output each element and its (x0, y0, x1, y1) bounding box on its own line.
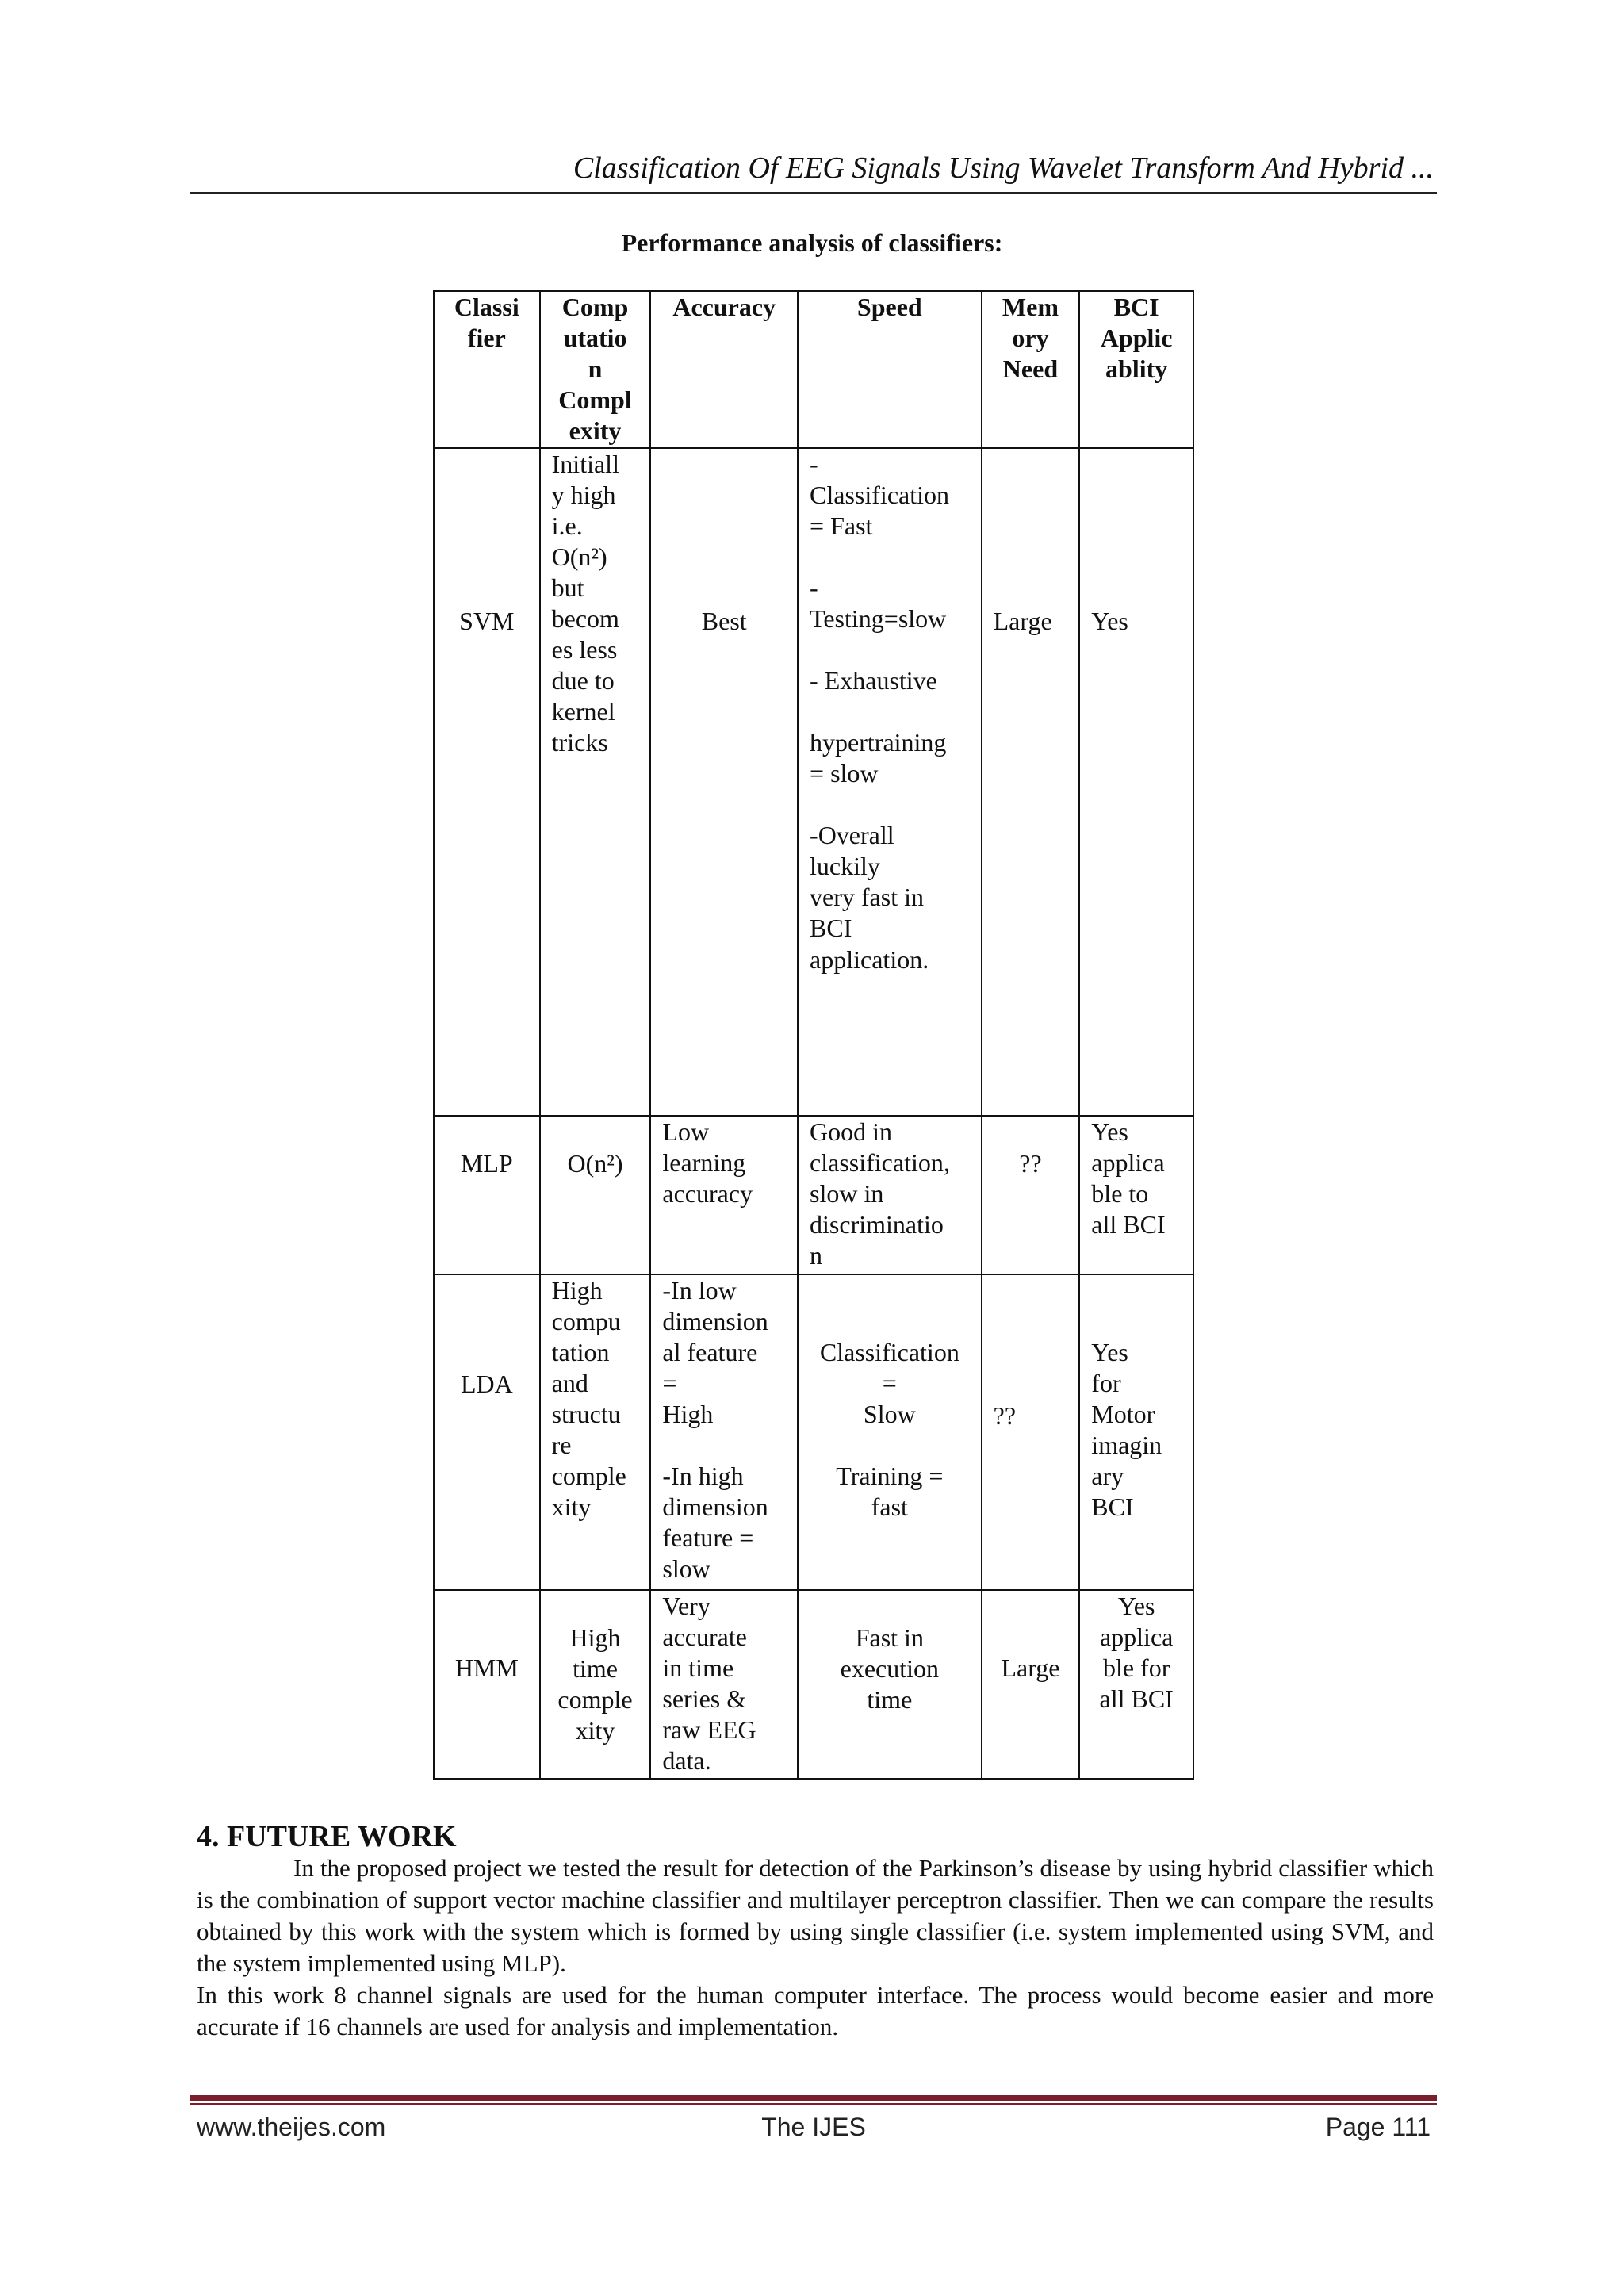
paragraph: In the proposed project we tested the result for detection of the Parkinson’s disease by using hybrid classifier which is the combination of support vector machine classifier and multilayer perceptron classifier. Then we can compare the results obtained by this work with the system which is formed by using single classifier (i.e. system implemented using SVM, and the system implemented using MLP). (197, 1854, 1434, 1977)
section-body (197, 1852, 1434, 2043)
table-row-svm (434, 448, 1193, 1116)
footer-page-number: Page 111 (1325, 2113, 1431, 2141)
cell-speed: Classification = Slow Training = fast (798, 1274, 982, 1590)
header-rule (190, 192, 1437, 194)
table-row-hmm (434, 1590, 1193, 1779)
column-header-memory: Mem ory Need (982, 291, 1080, 448)
paragraph: In this work 8 channel signals are used for the human computer interface. The process would become easier and more accurate if 16 channels are used for analysis and implementation. (197, 1981, 1434, 2040)
cell-memory: ?? (982, 1274, 1080, 1590)
cell-accuracy: Low learning accuracy (650, 1116, 798, 1274)
cell-memory: Large (982, 1590, 1080, 1779)
running-title: Classification Of EEG Signals Using Wavelet Transform And Hybrid ... (573, 151, 1434, 185)
cell-memory: Large (982, 448, 1080, 1116)
performance-table (433, 290, 1194, 1780)
column-header-complexity: Comp utatio n Compl exity (540, 291, 651, 448)
table-caption: Performance analysis of classifiers: (621, 228, 1003, 257)
footer-rule (190, 2095, 1437, 2101)
cell-complexity: High time comple xity (540, 1590, 651, 1779)
cell-classifier: LDA (434, 1274, 540, 1590)
cell-bci: Yes applica ble for all BCI (1079, 1590, 1193, 1779)
section-heading: 4. FUTURE WORK (197, 1820, 457, 1853)
cell-classifier: MLP (434, 1116, 540, 1274)
cell-bci: Yes applica ble to all BCI (1079, 1116, 1193, 1274)
cell-accuracy: Best (650, 448, 798, 1116)
table-header-row (434, 291, 1193, 448)
cell-classifier: HMM (434, 1590, 540, 1779)
cell-memory: ?? (982, 1116, 1080, 1274)
cell-speed: - Classification = Fast - Testing=slow - Exhaustive hypertraining = slow -Overall luckily very fast in BCI application. (798, 448, 982, 1116)
footer-rule-thin (190, 2103, 1437, 2105)
column-header-accuracy: Accuracy (650, 291, 798, 448)
table-row-mlp (434, 1116, 1193, 1274)
column-header-classifier: Classi fier (434, 291, 540, 448)
cell-accuracy: -In low dimension al feature = High -In high dimension feature = slow (650, 1274, 798, 1590)
cell-accuracy: Very accurate in time series & raw EEG data. (650, 1590, 798, 1779)
cell-complexity: O(n²) (540, 1116, 651, 1274)
cell-bci: Yes for Motor imagin ary BCI (1079, 1274, 1193, 1590)
column-header-bci: BCI Applic ablity (1079, 291, 1193, 448)
column-header-speed: Speed (798, 291, 982, 448)
cell-bci: Yes (1079, 448, 1193, 1116)
cell-classifier: SVM (434, 448, 540, 1116)
footer-website: www.theijes.com (197, 2113, 386, 2141)
table-row-lda (434, 1274, 1193, 1590)
cell-speed: Good in classification, slow in discriminatio n (798, 1116, 982, 1274)
cell-complexity: Initiall y high i.e. O(n²) but becom es less due to kernel tricks (540, 448, 651, 1116)
cell-complexity: High compu tation and structu re comple xity (540, 1274, 651, 1590)
cell-speed: Fast in execution time (798, 1590, 982, 1779)
footer-journal: The IJES (761, 2113, 866, 2141)
